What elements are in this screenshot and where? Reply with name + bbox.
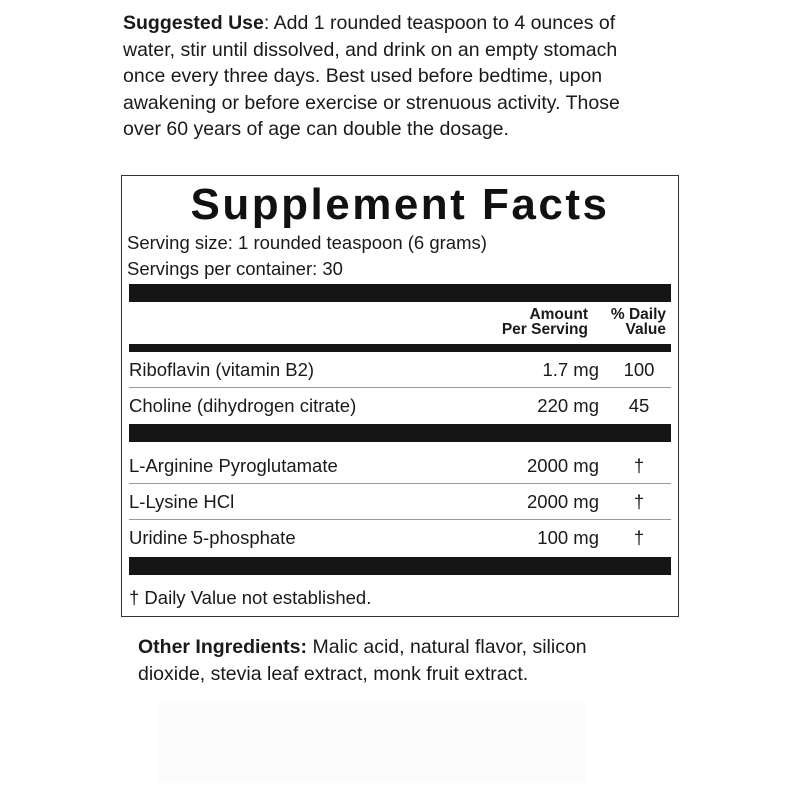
- amount-header-line1: Amount: [529, 306, 588, 323]
- dv-header-line2: Value: [625, 321, 666, 338]
- suggested-use-label: Suggested Use: [123, 12, 264, 34]
- nutrient-amount: 220 mg: [537, 395, 599, 416]
- nutrient-row: [129, 484, 671, 520]
- dv-header-line1: % Daily: [610, 306, 666, 323]
- nutrient-amount: 2000 mg: [527, 455, 599, 476]
- nutrient-name: Uridine 5-phosphate: [129, 527, 296, 548]
- supplement-facts-panel: [121, 175, 679, 617]
- other-ingredients-text: Malic acid, natural flavor, silicon dioxide, stevia leaf extract, monk fruit extract.: [138, 636, 587, 685]
- nutrient-amount: 100 mg: [537, 527, 599, 548]
- blank-panel: [158, 703, 586, 783]
- nutrient-amount: 2000 mg: [527, 491, 599, 512]
- serving-size: Serving size: 1 rounded teaspoon (6 grams): [127, 232, 487, 253]
- nutrient-name: L-Arginine Pyroglutamate: [129, 455, 338, 476]
- nutrient-daily-value: †: [633, 455, 645, 476]
- daily-value-header: [611, 307, 666, 337]
- suggested-use-text: : Add 1 rounded teaspoon to 4 ounces of water, stir until dissolved, and drink on an empty stomach once every three days. Best used before bedtime, upon awakening or before exercise or strenuous activity. Those over 60 years of age can double the dosage.: [123, 12, 620, 140]
- nutrient-name: L-Lysine HCl: [129, 491, 235, 512]
- facts-title: Supplement Facts: [190, 180, 610, 229]
- medium-divider: [129, 344, 671, 352]
- thick-divider-middle: [129, 424, 671, 442]
- other-ingredients-paragraph: [138, 634, 658, 687]
- nutrient-row: [129, 388, 671, 424]
- nutrient-row: [129, 520, 671, 556]
- thick-divider-bottom: [129, 557, 671, 575]
- nutrient-name: Riboflavin (vitamin B2): [129, 359, 315, 380]
- other-ingredients-label: Other Ingredients:: [138, 636, 308, 658]
- nutrient-daily-value: †: [633, 527, 645, 548]
- footnote: † Daily Value not established.: [129, 587, 372, 608]
- amount-per-serving-header: [502, 307, 588, 337]
- suggested-use-paragraph: [123, 10, 663, 143]
- amount-header-line2: Per Serving: [501, 321, 588, 338]
- thick-divider-top: [129, 284, 671, 302]
- nutrient-amount: 1.7 mg: [542, 359, 599, 380]
- nutrient-daily-value: 45: [628, 395, 650, 416]
- nutrient-name: Choline (dihydrogen citrate): [129, 395, 357, 416]
- nutrient-row: [129, 448, 671, 484]
- servings-per-container: Servings per container: 30: [127, 258, 343, 279]
- nutrient-daily-value: 100: [623, 359, 655, 380]
- nutrient-row: [129, 352, 671, 388]
- nutrient-daily-value: †: [633, 491, 645, 512]
